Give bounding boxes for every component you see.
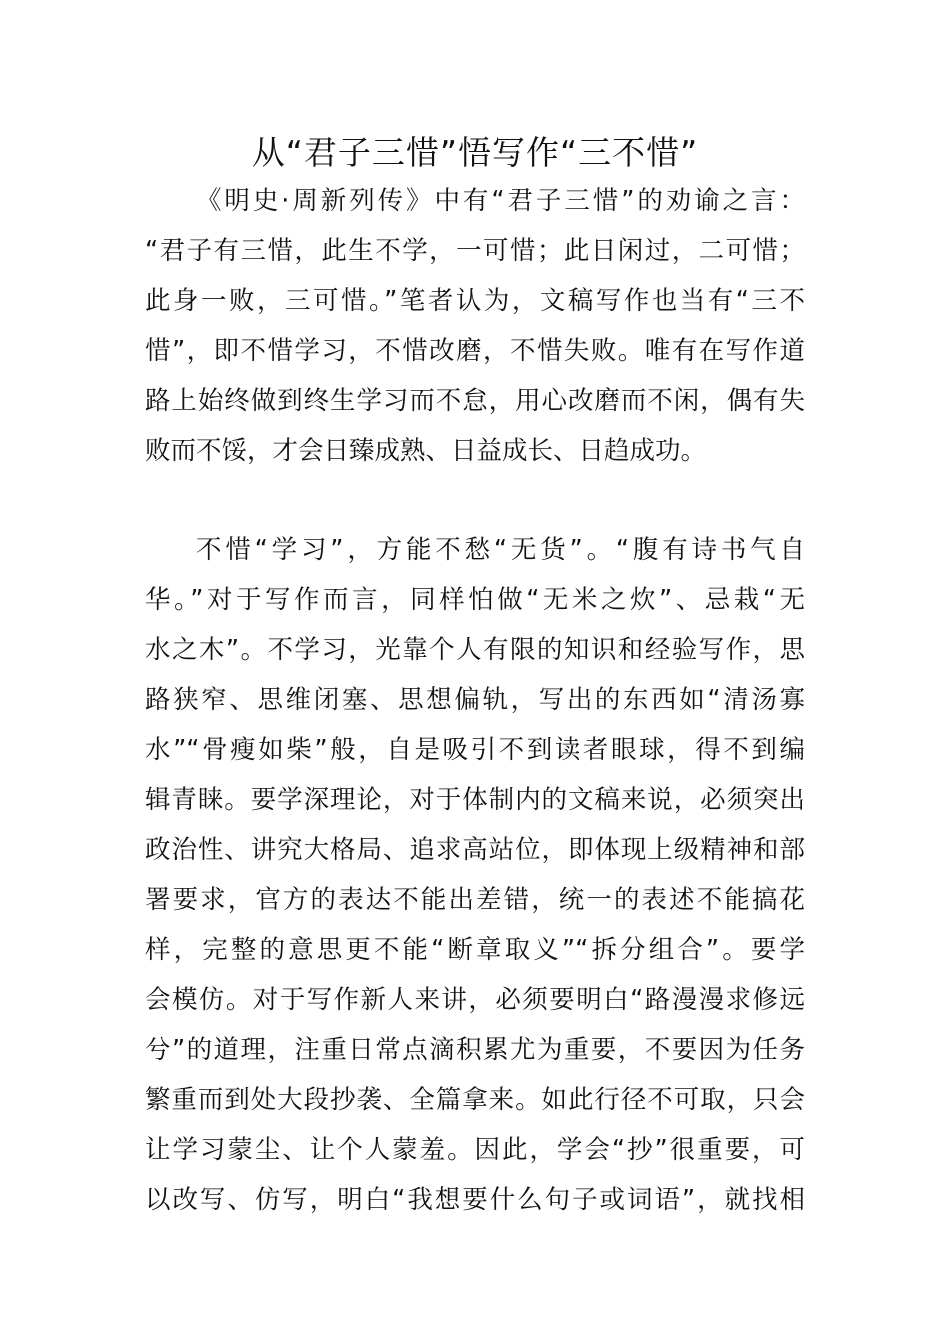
paragraph-2-line-5: 水”“骨瘦如柴”般，自是吸引不到读者眼球，得不到编 — [145, 735, 805, 765]
paragraph-2-line-12: 繁重而到处大段抄袭、全篇拿来。如此行径不可取，只会 — [145, 1085, 805, 1115]
paragraph-2-line-10: 会模仿。对于写作新人来讲，必须要明白“路漫漫求修远 — [145, 985, 805, 1015]
paragraph-2-line-14: 以改写、仿写，明白“我想要什么句子或词语”，就找相 — [145, 1185, 805, 1215]
paragraph-1-line-5: 路上始终做到终生学习而不怠，用心改磨而不闲，偶有失 — [145, 386, 805, 416]
paragraph-2-line-3: 水之木”。不学习，光靠个人有限的知识和经验写作，思 — [145, 635, 805, 665]
paragraph-2-line-9: 样，完整的意思更不能“断章取义”“拆分组合”。要学 — [145, 935, 805, 965]
paragraph-1-line-6: 败而不馁，才会日臻成熟、日益成长、日趋成功。 — [145, 436, 707, 466]
paragraph-2-line-6: 辑青睐。要学深理论，对于体制内的文稿来说，必须突出 — [145, 785, 805, 815]
paragraph-2-line-7: 政治性、讲究大格局、追求高站位，即体现上级精神和部 — [145, 835, 805, 865]
paragraph-2-line-4: 路狭窄、思维闭塞、思想偏轨，写出的东西如“清汤寡 — [145, 685, 805, 715]
paragraph-2-line-1: 不惜“学习”，方能不愁“无货”。“腹有诗书气自 — [196, 535, 805, 565]
paragraph-2-line-13: 让学习蒙尘、让个人蒙羞。因此，学会“抄”很重要，可 — [145, 1135, 805, 1165]
paragraph-1-line-3: 此身一败，三可惜。”笔者认为，文稿写作也当有“三不 — [145, 286, 805, 316]
document-title: 从“君子三惜”悟写作“三不惜” — [251, 133, 699, 172]
paragraph-2-line-11: 兮”的道理，注重日常点滴积累尤为重要，不要因为任务 — [145, 1035, 805, 1065]
paragraph-2-line-8: 署要求，官方的表达不能出差错，统一的表述不能搞花 — [145, 885, 805, 915]
paragraph-1-line-4: 惜”，即不惜学习，不惜改磨，不惜失败。唯有在写作道 — [145, 336, 805, 366]
paragraph-1-line-1: 《明史·周新列传》中有“君子三惜”的劝谕之言： — [196, 186, 805, 216]
paragraph-2-line-2: 华。”对于写作而言，同样怕做“无米之炊”、忌栽“无 — [145, 585, 805, 615]
paragraph-1-line-2: “君子有三惜，此生不学，一可惜；此日闲过，二可惜； — [145, 236, 805, 266]
